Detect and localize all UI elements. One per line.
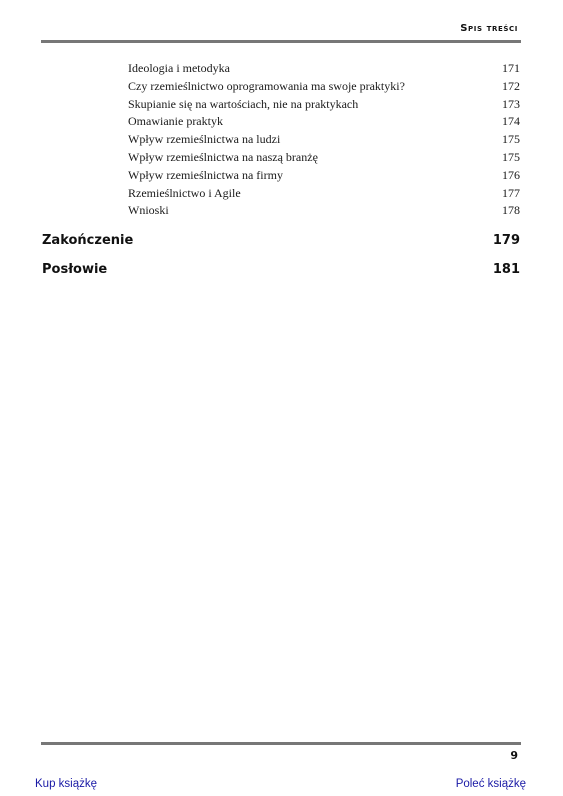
toc-chapter bbox=[42, 231, 520, 260]
recommend-book-link[interactable]: Poleć książkę bbox=[455, 778, 526, 790]
toc-entry-title: Czy rzemieślnictwo oprogramowania ma swoje praktyki? bbox=[128, 78, 405, 93]
toc-entry-page: 174 bbox=[502, 114, 520, 129]
toc-entry-page: 171 bbox=[502, 61, 520, 75]
toc-entry-title: Wnioski bbox=[128, 203, 169, 218]
running-header-title: Spis treści bbox=[460, 23, 518, 34]
toc-chapter-page: 181 bbox=[492, 262, 520, 277]
toc-entry bbox=[128, 202, 520, 220]
toc-chapter bbox=[42, 260, 520, 289]
header-rule bbox=[41, 40, 521, 43]
toc-chapter-list bbox=[42, 231, 520, 289]
footer-rule bbox=[41, 742, 521, 745]
toc-chapter-title: Zakończenie bbox=[42, 233, 134, 248]
toc-subsection-list bbox=[128, 60, 520, 220]
toc-entry-page: 172 bbox=[502, 78, 520, 93]
toc-entry-page: 175 bbox=[502, 132, 520, 147]
toc-entry-title: Wpływ rzemieślnictwa na naszą branżę bbox=[128, 149, 318, 164]
toc-entry-title: Wpływ rzemieślnictwa na ludzi bbox=[128, 132, 281, 147]
toc-entry bbox=[128, 96, 520, 114]
toc-entry bbox=[128, 131, 520, 149]
page-number: 9 bbox=[510, 749, 518, 762]
toc-entry-title: Ideologia i metodyka bbox=[128, 61, 230, 75]
toc-entry-page: 175 bbox=[502, 149, 520, 164]
buy-book-link[interactable]: Kup książkę bbox=[35, 778, 98, 790]
toc-entry-page: 173 bbox=[502, 96, 520, 111]
toc-entry-title: Omawianie praktyk bbox=[128, 114, 223, 129]
toc-entry bbox=[128, 60, 520, 78]
toc-entry bbox=[128, 167, 520, 185]
toc-entry bbox=[128, 185, 520, 203]
toc-entry bbox=[128, 113, 520, 131]
toc-entry bbox=[128, 78, 520, 96]
toc-entry-page: 176 bbox=[502, 167, 520, 182]
toc-entry bbox=[128, 149, 520, 167]
toc-entry-page: 177 bbox=[502, 185, 520, 200]
toc-chapter-page: 179 bbox=[492, 233, 520, 248]
toc-chapter-title: Posłowie bbox=[42, 262, 108, 277]
toc-entry-title: Wpływ rzemieślnictwa na firmy bbox=[128, 167, 283, 182]
toc-entry-title: Rzemieślnictwo i Agile bbox=[128, 185, 241, 200]
toc-entry-title: Skupianie się na wartościach, nie na praktykach bbox=[128, 96, 359, 111]
toc-entry-page: 178 bbox=[502, 203, 520, 218]
